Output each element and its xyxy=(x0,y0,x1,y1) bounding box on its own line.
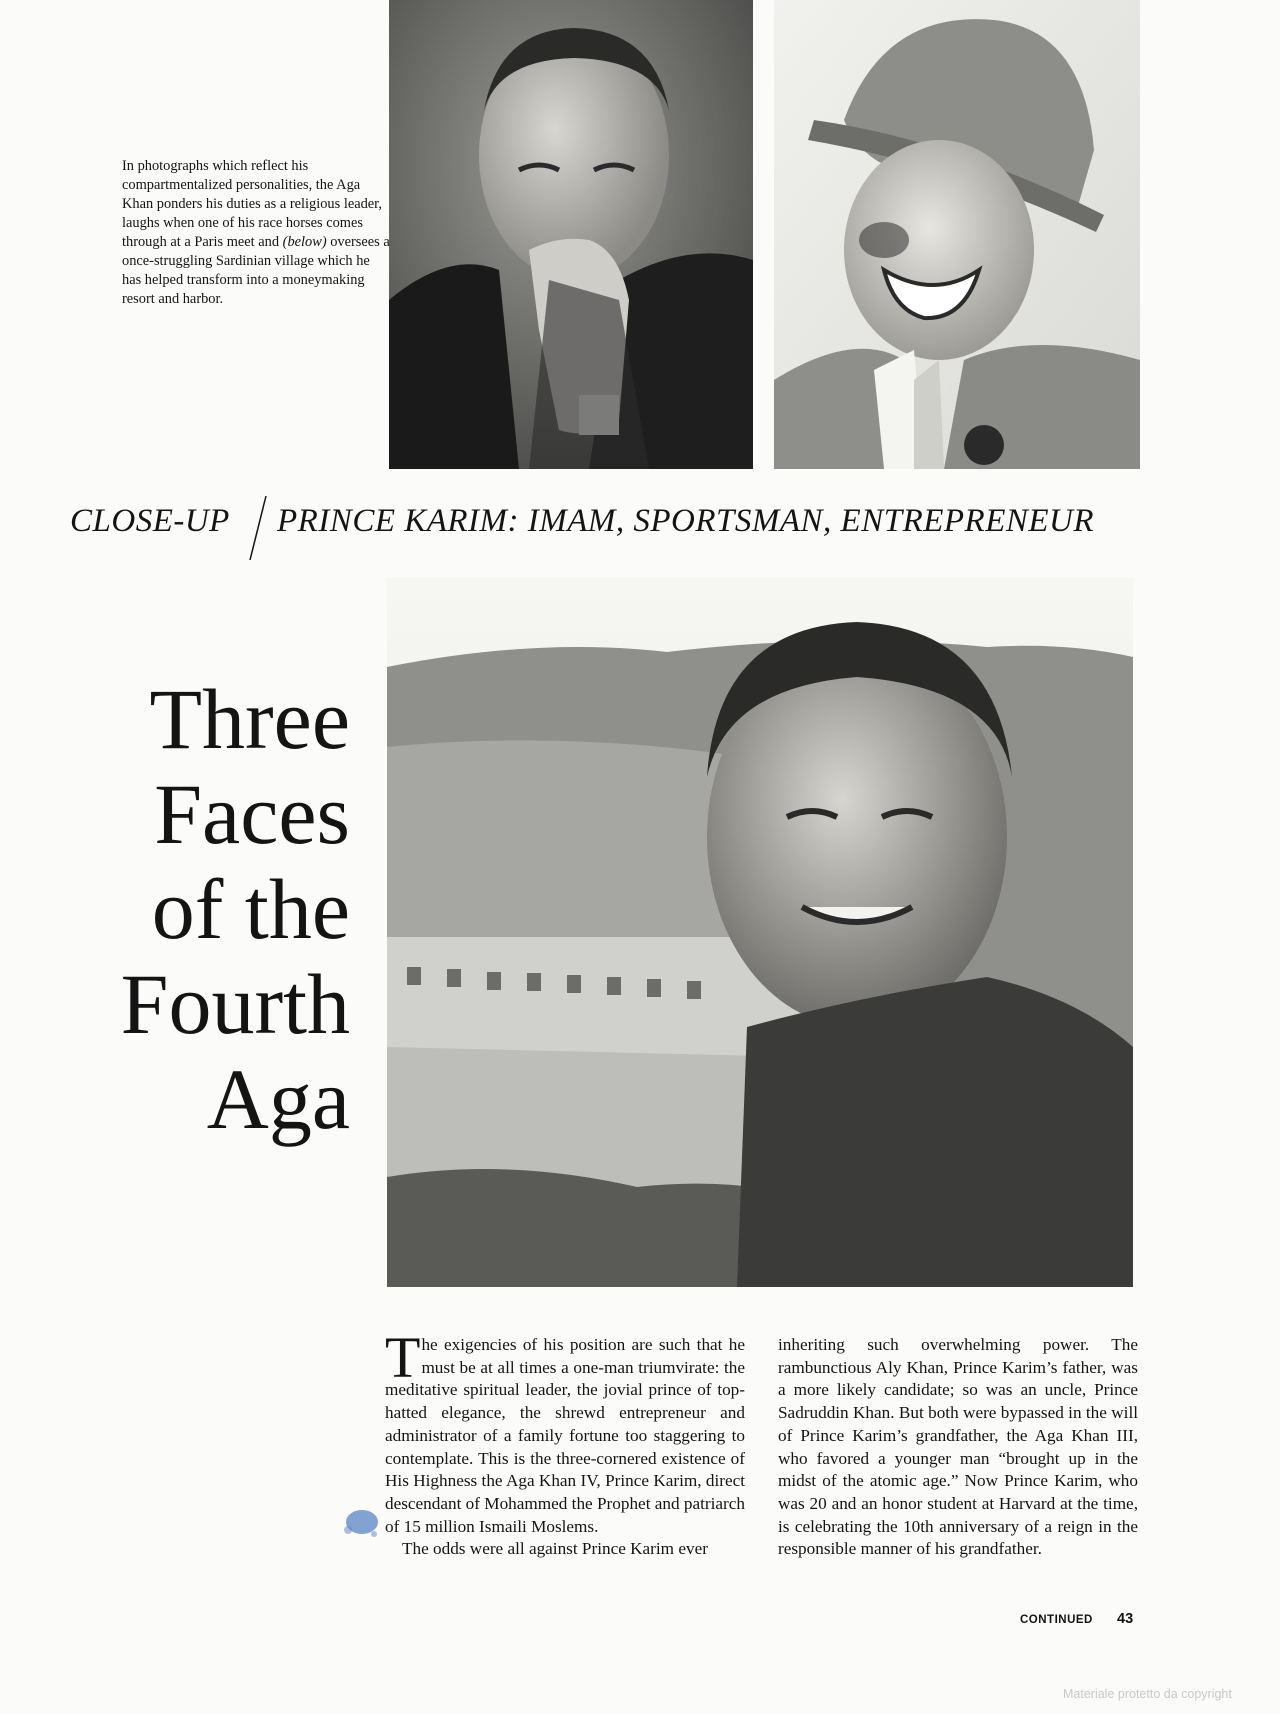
title-line: Fourth xyxy=(120,956,350,1052)
body-column-2 xyxy=(778,1334,1138,1561)
section-label: CLOSE-UP xyxy=(70,503,230,539)
body-paragraph: inheriting such overwhelming power. The rambunctious Aly Khan, Prince Karim’s father, was a more likely candidate; so was an uncle, Prince Sadruddin Khan. But both were bypassed in the will of Prince Karim’s grandfather, the Aga Khan III, who favored a younger man “brought up in the midst of the atomic age.” Now Prince Karim, who was 20 and an honor student at Harvard at the time, is celebrating the 10th anniversary of a reign in the responsible manner of his grandfather. xyxy=(778,1335,1138,1559)
copyright-watermark: Materiale protetto da copyright xyxy=(1063,1687,1232,1701)
caption-emphasis: (below) xyxy=(282,234,327,250)
caption-text-end: oversees a once-struggling Sardinian village which he has helped transform into a moneymaking resort and harbor. xyxy=(122,234,390,307)
page-number: 43 xyxy=(1117,1611,1134,1627)
photo-laughing-image xyxy=(774,0,1140,469)
photo-pondering-leader xyxy=(389,0,753,469)
photo-caption xyxy=(122,157,392,309)
body-paragraph xyxy=(385,1325,745,1538)
article-title xyxy=(40,672,350,1147)
title-line: Three xyxy=(149,671,350,767)
body-text: he exigencies of his position are such that he must be at all times a one-man triumvirate: the meditative spiritual leader, the jovial prince of top-hatted elegance, the shrewd entrepreneur and administrator of a family fortune too staggering to contemplate. This is the three-cornered existence of His Highness the Aga Khan IV, Prince Karim, direct descendant of Mohammed the Prophet and patriarch of 15 million Ismaili Moslems. xyxy=(385,1335,745,1536)
title-line: Aga xyxy=(206,1051,350,1147)
ink-blot-mark xyxy=(330,1500,390,1550)
photo-pondering-image xyxy=(389,0,753,469)
section-headline xyxy=(60,493,1150,563)
title-line: Faces xyxy=(154,766,350,862)
body-paragraph: The odds were all against Prince Karim ever xyxy=(402,1539,708,1559)
body-column-1 xyxy=(385,1325,745,1561)
photo-sardinian-village xyxy=(387,577,1133,1287)
title-line: of the xyxy=(151,861,350,957)
photo-laughing-top-hat xyxy=(774,0,1140,469)
caption-text-start: In photographs which reflect his compartmentalized personalities, the Aga Khan ponders his duties as a religious leader, laughs when one of his race horses comes through at a Paris meet and xyxy=(122,158,382,250)
photo-sardinia-image xyxy=(387,577,1133,1287)
headline-subtitle: PRINCE KARIM: IMAM, SPORTSMAN, ENTREPRENEUR xyxy=(277,503,1095,539)
continued-label: CONTINUED xyxy=(1020,1614,1093,1626)
slash-divider xyxy=(242,493,272,563)
drop-cap: T xyxy=(385,1325,421,1390)
